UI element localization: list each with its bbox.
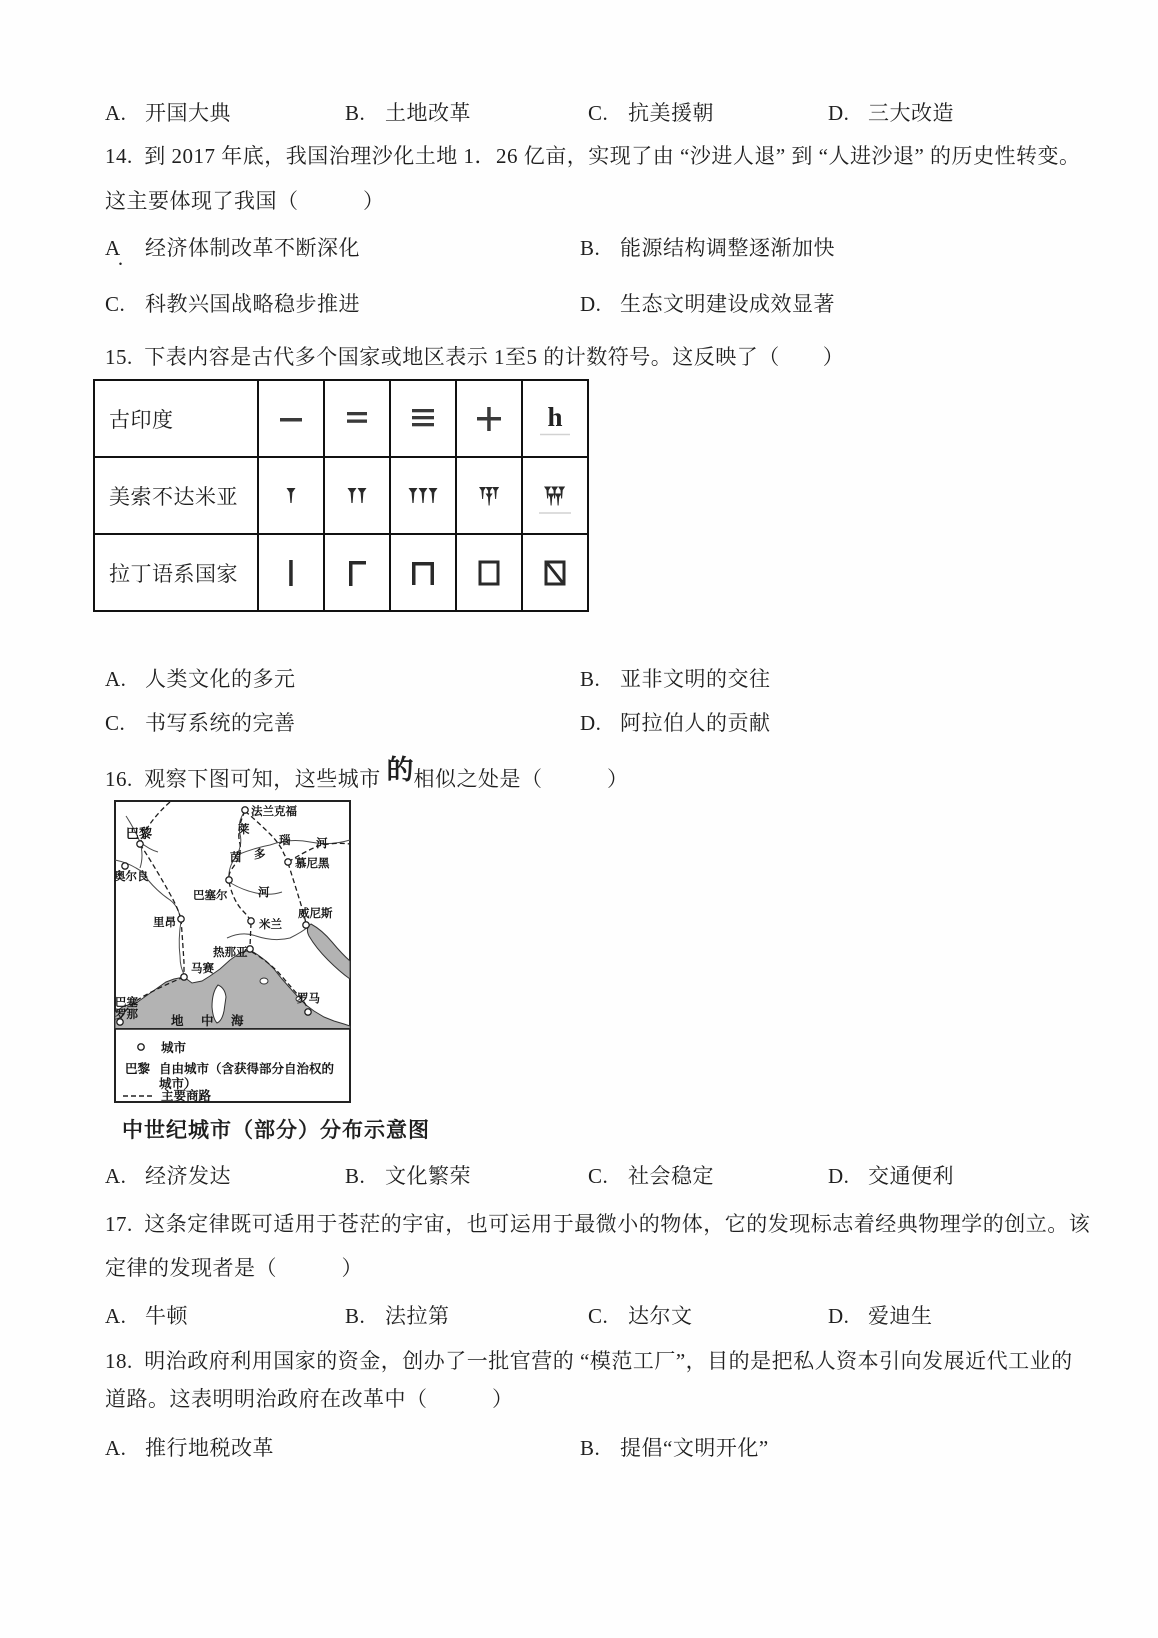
q15-option-d [580, 711, 771, 735]
option-key: C. [588, 1164, 609, 1188]
vertical-stroke-icon [271, 553, 311, 593]
city-label-genoa: 热那亚 [213, 947, 248, 959]
river-label-danube-1: 多 [254, 849, 266, 861]
option-text: 抗美援朝 [628, 101, 714, 125]
row-label: 拉丁语系国家 [94, 534, 258, 611]
q13-option-a [105, 101, 231, 125]
q17-option-d [828, 1304, 933, 1328]
option-text: 科教兴国战略稳步推进 [145, 292, 360, 316]
option-key: D. [828, 1304, 850, 1328]
h-glyph-icon [535, 399, 575, 439]
option-key: B. [345, 1304, 366, 1328]
table-row-ancient-india [94, 380, 588, 457]
option-key: A. [105, 1304, 127, 1328]
q17-option-c [588, 1304, 693, 1328]
q17-option-a [105, 1304, 188, 1328]
option-text: 推行地税改革 [145, 1436, 274, 1460]
option-key: A [105, 236, 121, 260]
q18-option-a [105, 1436, 274, 1460]
city-label-marseille: 马赛 [191, 963, 214, 975]
question-18-options-row [105, 1436, 769, 1532]
q16-stem-emphasized-de: 的 [386, 755, 414, 785]
option-text: 提倡“文明开化” [620, 1436, 769, 1460]
question-18-stem-line1: 18. 明治政府利用国家的资金，创办了一批官营的 “模范工厂”，目的是把私人资本引向发展近代工业的 [105, 1349, 1073, 1373]
table-row-latin-countries [94, 534, 588, 611]
option-text: 文化繁荣 [385, 1164, 471, 1188]
q14-option-b [580, 236, 835, 260]
option-text: 书写系统的完善 [145, 711, 296, 735]
q13-option-d [828, 101, 954, 125]
q16-option-b [345, 1164, 471, 1188]
option-key: D. [828, 101, 850, 125]
medieval-cities-map [114, 800, 351, 1103]
option-text: 社会稳定 [628, 1164, 714, 1188]
river-label-danube-2: 瑙 [279, 835, 291, 847]
option-text: 人类文化的多元 [145, 667, 296, 691]
cuneiform-1-icon [271, 476, 311, 516]
city-label-frankfurt: 法兰克福 [251, 806, 297, 818]
option-text: 爱迪生 [868, 1304, 933, 1328]
q16-stem-before: 16. 观察下图可知，这些城市 [105, 767, 387, 791]
q16-option-a [105, 1164, 231, 1188]
option-key: C. [588, 101, 609, 125]
cuneiform-3-icon [403, 476, 443, 516]
option-text: 三大改造 [868, 101, 954, 125]
city-label-basel: 巴塞尔 [193, 890, 228, 902]
map-caption: 中世纪城市（部分）分布示意图 [122, 1118, 430, 1142]
option-key: A. [105, 101, 127, 125]
legend-free-city-line2: 城市） [159, 1077, 197, 1091]
option-key: C. [105, 292, 126, 316]
option-key: D. [580, 711, 602, 735]
table-row-mesopotamia [94, 457, 588, 534]
question-16-stem [105, 755, 629, 791]
option-text: 经济体制改革不断深化 [145, 236, 360, 260]
square-with-diagonal-icon [535, 553, 575, 593]
square-outline-icon [469, 553, 509, 593]
question-15-stem: 15. 下表内容是古代多个国家或地区表示 1至5 的计数符号。这反映了（ ） [105, 345, 845, 369]
option-key: C. [588, 1304, 609, 1328]
city-label-orleans: 奥尔良 [114, 871, 149, 883]
q14-option-c [105, 292, 360, 316]
legend-free-city-example: 巴黎 [125, 1062, 151, 1076]
city-label-paris: 巴黎 [126, 826, 153, 841]
q18-option-b [580, 1436, 769, 1460]
legend-city-label: 城市 [161, 1041, 187, 1055]
question-14-stem-line1: 14. 到 2017 年底，我国治理沙化土地 1．26 亿亩，实现了由 “沙进人退” 到 “人进沙退” 的历史性转变。 [105, 144, 1081, 168]
option-text: 土地改革 [385, 101, 471, 125]
option-text: 亚非文明的交往 [620, 667, 771, 691]
gamma-corner-icon [337, 553, 377, 593]
option-key: A. [105, 667, 127, 691]
option-text: 能源结构调整逐渐加快 [620, 236, 835, 260]
svg-text:h: h [547, 401, 563, 432]
city-label-milan: 米兰 [259, 919, 282, 931]
legend-free-city-line1: 自由城市（含获得部分自治权的 [159, 1062, 335, 1076]
river-label-rhine-2: 茵 [230, 852, 242, 864]
option-key: B. [580, 236, 601, 260]
q16-option-d [828, 1164, 954, 1188]
legend-city-dot-icon [138, 1044, 144, 1050]
q14-option-a [105, 236, 360, 260]
three-bars-icon [403, 399, 443, 439]
cuneiform-2-icon [337, 476, 377, 516]
pi-frame-icon [403, 553, 443, 593]
one-bar-icon [271, 399, 311, 439]
option-key: B. [580, 667, 601, 691]
option-text: 阿拉伯人的贡献 [620, 711, 771, 735]
option-key: B. [580, 1436, 601, 1460]
q17-option-b [345, 1304, 450, 1328]
city-label-munich: 慕尼黑 [295, 858, 330, 870]
q15-option-a [105, 667, 296, 691]
cuneiform-4-icon [469, 476, 509, 516]
city-label-lyon: 里昂 [153, 917, 176, 929]
row-label: 美索不达米亚 [94, 457, 258, 534]
question-14-stem-line2: 这主要体现了我国（ ） [105, 189, 385, 213]
q15-option-c [105, 711, 296, 735]
question-17-stem-line1: 17. 这条定律既可适用于苍茫的宇宙，也可运用于最微小的物体，它的发现标志着经典物理学的创立。该 [105, 1212, 1091, 1236]
question-17-stem-line2: 定律的发现者是（ ） [105, 1256, 363, 1280]
river-label-danube-3: 河 [316, 838, 328, 850]
sea-label-mediterranean: 地 中 海 [171, 1014, 251, 1028]
option-key: B. [345, 101, 366, 125]
option-key: A. [105, 1436, 127, 1460]
counting-symbols-table [93, 379, 589, 612]
river-label-rhine-3: 河 [258, 887, 270, 899]
q13-option-b [345, 101, 471, 125]
city-label-venice: 威尼斯 [298, 908, 333, 920]
option-key: D. [828, 1164, 850, 1188]
option-text: 法拉第 [385, 1304, 450, 1328]
question-18-stem-line2: 道路。这表明明治政府在改革中（ ） [105, 1387, 514, 1411]
plus-cross-icon [469, 399, 509, 439]
city-label-rome: 罗马 [297, 993, 320, 1005]
stray-ink-dot: · [117, 252, 124, 276]
cuneiform-5-icon [535, 476, 575, 516]
option-text: 开国大典 [145, 101, 231, 125]
option-key: C. [105, 711, 126, 735]
option-key: B. [345, 1164, 366, 1188]
option-key: A. [105, 1164, 127, 1188]
option-text: 生态文明建设成效显著 [620, 292, 835, 316]
q16-stem-after: 相似之处是（ ） [413, 767, 629, 791]
q15-option-b [580, 667, 771, 691]
q13-option-c [588, 101, 714, 125]
option-text: 交通便利 [868, 1164, 954, 1188]
option-key: D. [580, 292, 602, 316]
two-bars-icon [337, 399, 377, 439]
row-label: 古印度 [94, 380, 258, 457]
option-text: 经济发达 [145, 1164, 231, 1188]
city-label-barcelona-2: 罗那 [115, 1009, 138, 1021]
option-text: 牛顿 [145, 1304, 188, 1328]
q14-option-d [580, 292, 835, 316]
city-label-barcelona-1: 巴塞 [115, 997, 138, 1009]
small-island [260, 978, 268, 984]
q16-option-c [588, 1164, 714, 1188]
legend-route-label: 主要商路 [161, 1089, 212, 1103]
river-label-rhine-1: 莱 [238, 824, 250, 836]
option-text: 达尔文 [628, 1304, 693, 1328]
